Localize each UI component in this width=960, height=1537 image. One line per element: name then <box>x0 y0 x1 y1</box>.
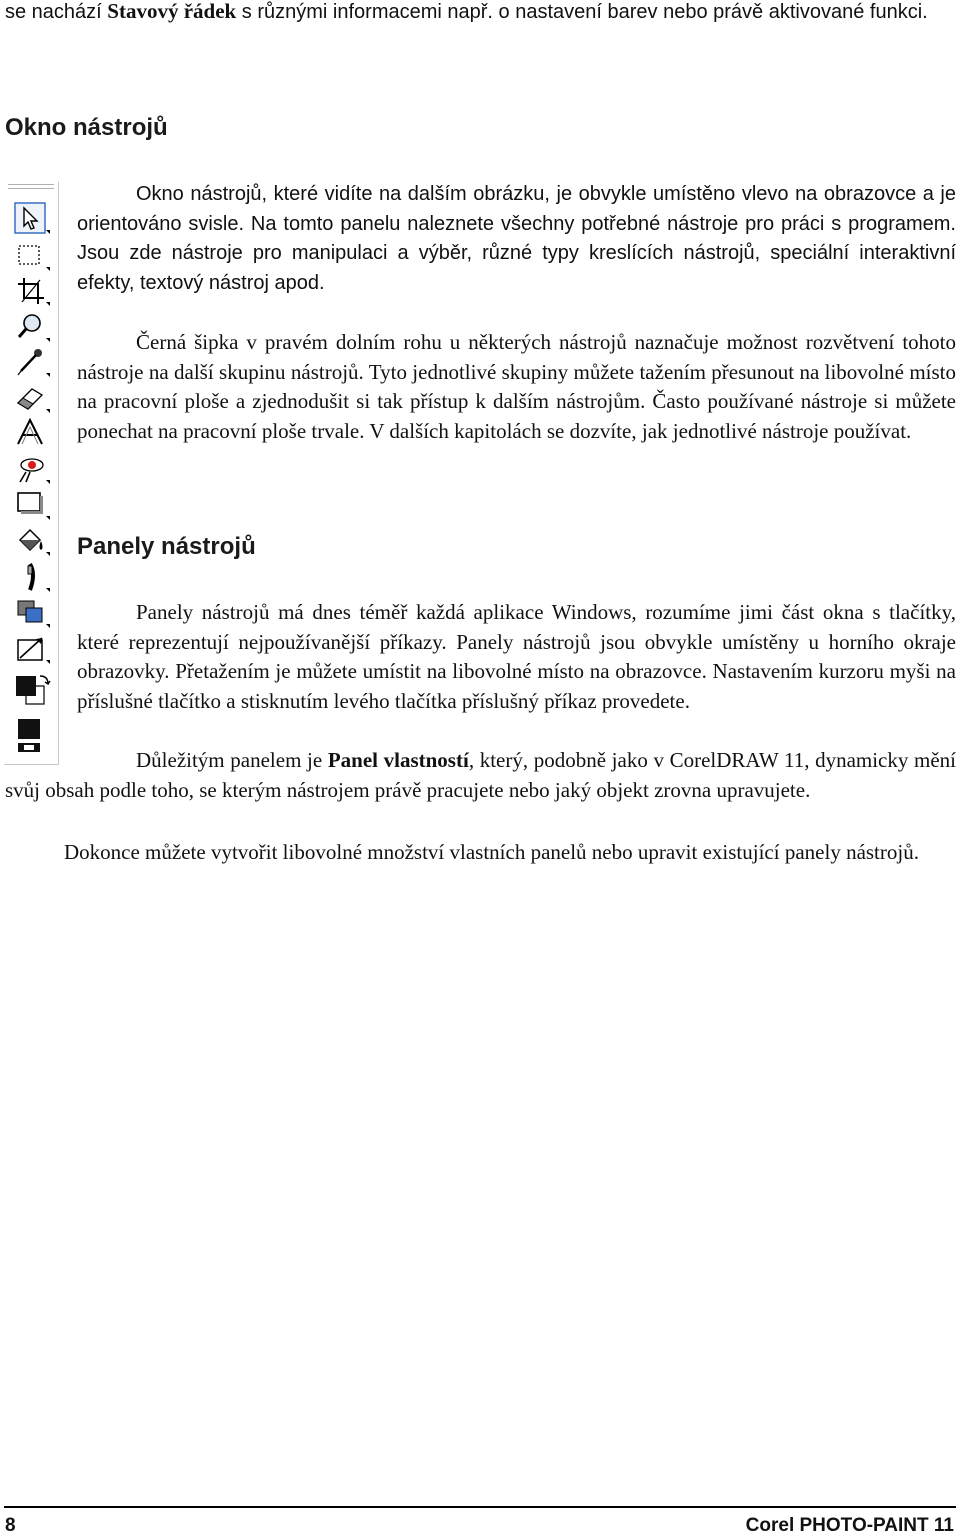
object-tool-icon <box>12 596 52 630</box>
status-bar-term: Stavový řádek <box>107 0 237 23</box>
toolbox-paragraph-1 <box>77 180 956 298</box>
intro-text-a: se nachází <box>5 1 108 23</box>
toolbox-paragraph-1-text: Okno nástrojů, které vidíte na dalším obrázku, je obvykle umístěno vlevo na obrazovce a je orientováno svisle. Na tomto panelu naleznete všechny potřebné nástroje pro práci s programem. Jsou zde nástroje pro manipulaci a výběr, různé typy kreslících nástrojů, speciální interaktivní efekty, textový nástroj apod. <box>77 183 956 294</box>
intro-paragraph <box>5 0 956 28</box>
toolbars-paragraph-2-text-b: , který, podobně jako v CorelDRAW 11, dynamicky mění svůj obsah podle toho, se kterým nástrojem právě pracujete nebo jaký objekt zrovna upravujete. <box>5 748 957 802</box>
mask-tool-icon <box>12 239 52 273</box>
crop-tool-icon <box>12 274 52 308</box>
toolbars-paragraph-1 <box>77 598 956 716</box>
toolbars-paragraph-3-text: Dokonce můžete vytvořit libovolné množství vlastních panelů nebo upravit existující panely nástrojů. <box>64 840 919 864</box>
footer-rule <box>4 1506 956 1508</box>
footer-title: Corel PHOTO-PAINT 11 <box>745 1515 954 1536</box>
toolbars-paragraph-2-text-a: Důležitým panelem je <box>136 748 328 772</box>
toolbox-grip <box>8 184 54 189</box>
red-eye-tool-icon <box>12 452 52 486</box>
toolbars-paragraph-2 <box>5 746 956 805</box>
fill-tool-icon <box>12 524 52 558</box>
brush-tool-icon <box>12 560 52 594</box>
pick-tool-icon <box>12 202 52 236</box>
toolbox-paragraph-2-text: Černá šipka v pravém dolním rohu u některých nástrojů naznačuje možnost rozvětvení tohoto nástroje na další skupinu nástrojů. Tyto jednotlivé skupiny můžete tažením přesunout na libovolné místo na pracovní ploše a zjednodušit si tak přístup k dalším nástrojům. Často používané nástroje si můžete ponechat na pracovní ploše trvale. V dalších kapitolách se dozvíte, jak jednotlivé nástroje používat. <box>77 330 956 443</box>
eyedropper-tool-icon <box>12 345 52 379</box>
fill-color-swatch-icon <box>12 718 52 742</box>
eraser-tool-icon <box>12 381 52 415</box>
zoom-tool-icon <box>12 310 52 344</box>
rectangle-tool-icon <box>12 488 52 522</box>
property-bar-term: Panel vlastností <box>327 748 469 772</box>
section-heading-toolbox: Okno nástrojů <box>5 114 168 141</box>
page-number: 8 <box>5 1515 16 1536</box>
swap-colors-icon <box>40 676 50 684</box>
toolbox-paragraph-2 <box>77 328 956 446</box>
intro-text-b: s různými informacemi např. o nastavení barev nebo právě aktivované funkci. <box>236 1 928 23</box>
effect-tool-icon <box>12 632 52 666</box>
toolbars-paragraph-3 <box>5 838 956 868</box>
section-heading-toolbars: Panely nástrojů <box>77 533 256 560</box>
toolbox-figure <box>4 182 59 765</box>
color-swatch-icon <box>12 672 52 716</box>
text-tool-icon <box>12 416 52 450</box>
toolbars-paragraph-1-text: Panely nástrojů má dnes téměř každá aplikace Windows, rozumíme jimi část okna s tlačítky, které reprezentují nejpoužívanější příkazy. Panely nástrojů jsou obvykle umístěny u horního okraje obrazovky. Přetažením je můžete umístit na libovolné místo na obrazovce. Nastavením kurzoru myši na příslušné tlačítko a stisknutím levého tlačítka příslušný příkaz provedete. <box>77 600 956 713</box>
